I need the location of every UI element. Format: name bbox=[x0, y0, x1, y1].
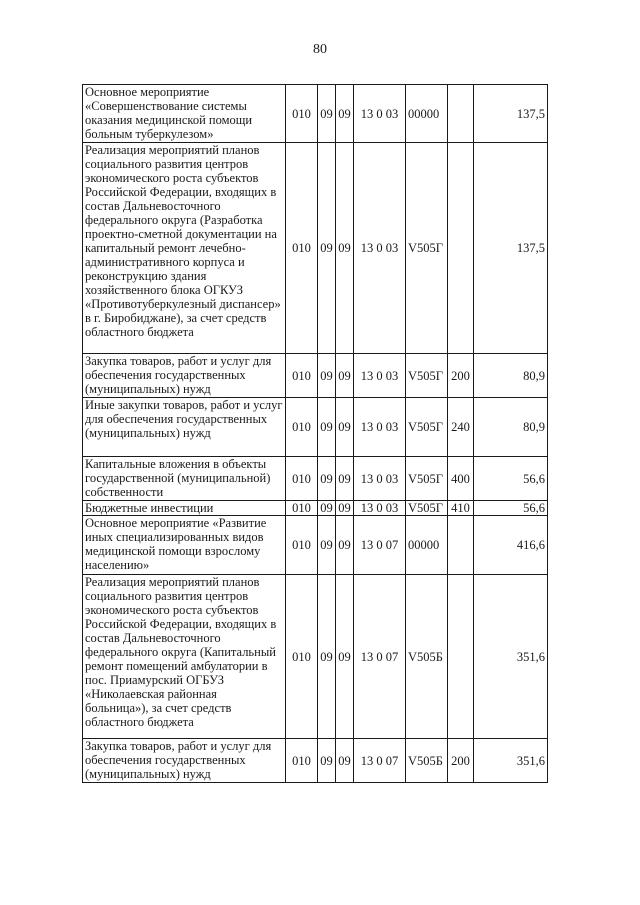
section-code: 09 bbox=[318, 575, 336, 739]
table-row bbox=[83, 85, 548, 143]
subsection-code: 09 bbox=[336, 143, 354, 354]
section-code: 09 bbox=[318, 739, 336, 783]
program-code: 13 0 03 bbox=[354, 398, 406, 457]
expense-name: Основное мероприятие «Развитие иных специализированных видов медицинской помощи взрослому населению» bbox=[83, 516, 286, 575]
expense-type-code bbox=[448, 85, 474, 143]
subsection-code: 09 bbox=[336, 516, 354, 575]
table-row bbox=[83, 575, 548, 739]
subsection-code: 09 bbox=[336, 457, 354, 501]
direction-code: V505Г bbox=[406, 501, 448, 516]
section-code: 09 bbox=[318, 398, 336, 457]
ministry-code: 010 bbox=[286, 501, 318, 516]
ministry-code: 010 bbox=[286, 457, 318, 501]
section-code: 09 bbox=[318, 143, 336, 354]
page-number: 80 bbox=[313, 42, 327, 57]
program-code: 13 0 03 bbox=[354, 501, 406, 516]
expense-type-code bbox=[448, 516, 474, 575]
program-code: 13 0 03 bbox=[354, 85, 406, 143]
ministry-code: 010 bbox=[286, 739, 318, 783]
budget-table bbox=[82, 84, 548, 783]
expense-name: Закупка товаров, работ и услуг для обеспечения государственных (муниципальных) нужд bbox=[83, 354, 286, 398]
table-row bbox=[83, 457, 548, 501]
expense-type-code bbox=[448, 575, 474, 739]
table-row bbox=[83, 739, 548, 783]
expense-name: Закупка товаров, работ и услуг для обеспечения государственных (муниципальных) нужд bbox=[83, 739, 286, 783]
subsection-code: 09 bbox=[336, 501, 354, 516]
program-code: 13 0 03 bbox=[354, 457, 406, 501]
subsection-code: 09 bbox=[336, 354, 354, 398]
table-row bbox=[83, 516, 548, 575]
table-row bbox=[83, 398, 548, 457]
amount: 80,9 bbox=[474, 354, 548, 398]
ministry-code: 010 bbox=[286, 398, 318, 457]
program-code: 13 0 07 bbox=[354, 739, 406, 783]
amount: 137,5 bbox=[474, 85, 548, 143]
expense-type-code: 400 bbox=[448, 457, 474, 501]
subsection-code: 09 bbox=[336, 85, 354, 143]
section-code: 09 bbox=[318, 85, 336, 143]
ministry-code: 010 bbox=[286, 354, 318, 398]
program-code: 13 0 07 bbox=[354, 516, 406, 575]
amount: 80,9 bbox=[474, 398, 548, 457]
subsection-code: 09 bbox=[336, 739, 354, 783]
ministry-code: 010 bbox=[286, 575, 318, 739]
subsection-code: 09 bbox=[336, 575, 354, 739]
expense-name: Иные закупки товаров, работ и услуг для обеспечения государственных (муниципальных) нужд bbox=[83, 398, 286, 457]
program-code: 13 0 03 bbox=[354, 143, 406, 354]
amount: 137,5 bbox=[474, 143, 548, 354]
section-code: 09 bbox=[318, 516, 336, 575]
amount: 416,6 bbox=[474, 516, 548, 575]
amount: 56,6 bbox=[474, 501, 548, 516]
table-row bbox=[83, 501, 548, 516]
ministry-code: 010 bbox=[286, 516, 318, 575]
direction-code: V505Г bbox=[406, 398, 448, 457]
table-row bbox=[83, 143, 548, 354]
expense-type-code: 200 bbox=[448, 739, 474, 783]
expense-name: Реализация мероприятий планов социального развития центров экономического роста субъектов Российской Федерации, входящих в состав Дальневосточного федерального округа (Капитальный ремонт помещений амбулатории в пос. Приамурский ОГБУЗ «Николаевская районная больница»), за счет средств областного бюджета bbox=[83, 575, 286, 739]
expense-type-code: 410 bbox=[448, 501, 474, 516]
expense-name: Основное мероприятие «Совершенствование системы оказания медицинской помощи больным туберкулезом» bbox=[83, 85, 286, 143]
direction-code: 00000 bbox=[406, 516, 448, 575]
expense-name: Реализация мероприятий планов социального развития центров экономического роста субъектов Российской Федерации, входящих в состав Дальневосточного федерального округа (Разработка проектно-сметной документации на капитальный ремонт лечебно-административного корпуса и реконструкцию здания хозяйственного блока ОГКУЗ «Противотуберкулезный диспансер» в г. Биробиджане), за счет средств областного бюджета bbox=[83, 143, 286, 354]
direction-code: V505Г bbox=[406, 457, 448, 501]
direction-code: V505Г bbox=[406, 354, 448, 398]
program-code: 13 0 03 bbox=[354, 354, 406, 398]
section-code: 09 bbox=[318, 501, 336, 516]
program-code: 13 0 07 bbox=[354, 575, 406, 739]
expense-type-code: 200 bbox=[448, 354, 474, 398]
expense-name: Бюджетные инвестиции bbox=[83, 501, 286, 516]
amount: 351,6 bbox=[474, 575, 548, 739]
expense-type-code: 240 bbox=[448, 398, 474, 457]
direction-code: V505Г bbox=[406, 143, 448, 354]
subsection-code: 09 bbox=[336, 398, 354, 457]
table-row bbox=[83, 354, 548, 398]
expense-type-code bbox=[448, 143, 474, 354]
ministry-code: 010 bbox=[286, 85, 318, 143]
direction-code: 00000 bbox=[406, 85, 448, 143]
section-code: 09 bbox=[318, 457, 336, 501]
direction-code: V505Б bbox=[406, 739, 448, 783]
amount: 56,6 bbox=[474, 457, 548, 501]
section-code: 09 bbox=[318, 354, 336, 398]
ministry-code: 010 bbox=[286, 143, 318, 354]
expense-name: Капитальные вложения в объекты государственной (муниципальной) собственности bbox=[83, 457, 286, 501]
direction-code: V505Б bbox=[406, 575, 448, 739]
amount: 351,6 bbox=[474, 739, 548, 783]
